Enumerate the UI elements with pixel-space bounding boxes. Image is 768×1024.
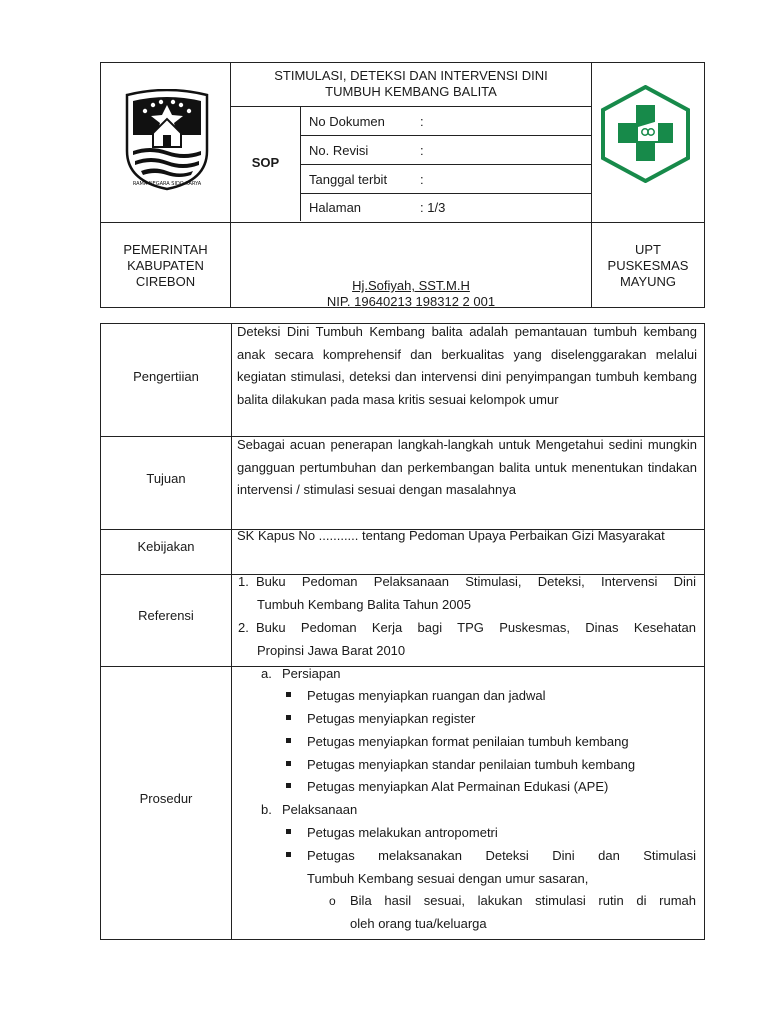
prosedur-b-item2-line2: Tumbuh Kembang sesuai dengan umur sasaran,: [307, 871, 589, 886]
field-label-no-revisi: No. Revisi: [309, 143, 369, 158]
field-label-no-dokumen: No Dokumen: [309, 114, 385, 129]
government-line3: CIREBON: [135, 274, 196, 289]
upt-line1: UPT: [635, 242, 661, 257]
prosedur-a-item: Petugas menyiapkan format penilaian tumbuh kembang: [307, 734, 629, 749]
government-label: [101, 242, 230, 290]
signatory-nip: NIP. 19640213 198312 2 001: [326, 294, 496, 309]
field-label-halaman: Halaman: [309, 200, 362, 215]
prosedur-b-title: Pelaksanaan: [282, 802, 358, 817]
government-line2: KABUPATEN: [127, 258, 204, 273]
table-column-divider: [231, 324, 232, 939]
bullet-icon: [286, 783, 291, 788]
text-tujuan: Sebagai acuan penerapan langkah-langkah untuk Mengetahui sedini mungkin gangguan pertumbuhan dan perkembangan balita untuk menentukan tindakan intervensi / stimulasi sesuai dengan masalahnya: [237, 437, 697, 498]
upt-line3: MAYUNG: [619, 274, 677, 289]
label-pengertian: Pengertiian: [133, 369, 199, 384]
prosedur-a-item: Petugas menyiapkan Alat Permainan Edukasi (APE): [307, 779, 609, 794]
puskesmas-logo: [598, 85, 693, 183]
bullet-icon: [286, 692, 291, 697]
signatory: [231, 278, 591, 310]
prosedur-b-marker: b.: [261, 802, 272, 817]
sub-bullet-icon: o: [329, 894, 336, 908]
bullet-icon: [286, 761, 291, 766]
upt-line2: PUSKESMAS: [607, 258, 689, 273]
bullet-icon: [286, 715, 291, 720]
field-value-no-dokumen: :: [420, 114, 424, 129]
referensi-item1-number: 1.: [238, 574, 249, 589]
prosedur-b-item2-line1: Petugas melaksanakan Deteksi Dini dan Stimulasi: [307, 848, 696, 863]
emblem-motto: RAMA NEGARA SIDO KARYA: [132, 181, 202, 187]
prosedur-a-item: Petugas menyiapkan standar penilaian tumbuh kembang: [307, 757, 636, 772]
sop-content-table: [100, 323, 705, 940]
label-prosedur: Prosedur: [139, 791, 193, 806]
header-divider: [300, 193, 591, 194]
bullet-icon: [286, 829, 291, 834]
sop-title-line2: TUMBUH KEMBANG BALITA: [325, 84, 497, 99]
prosedur-a-title: Persiapan: [282, 666, 341, 681]
bullet-icon: [286, 852, 291, 857]
prosedur-a-item: Petugas menyiapkan register: [307, 711, 476, 726]
label-tujuan: Tujuan: [146, 471, 186, 486]
referensi-item2-line1: Buku Pedoman Kerja bagi TPG Puskesmas, Dinas Kesehatan: [256, 620, 696, 635]
prosedur-a-item: Petugas menyiapkan ruangan dan jadwal: [307, 688, 546, 703]
prosedur-a-marker: a.: [261, 666, 272, 681]
bullet-icon: [286, 738, 291, 743]
field-value-no-revisi: :: [420, 143, 424, 158]
government-line1: PEMERINTAH: [123, 242, 208, 257]
label-referensi: Referensi: [138, 608, 194, 623]
header-divider: [300, 164, 591, 165]
field-value-halaman: : 1/3: [420, 200, 446, 215]
field-value-tanggal-terbit: :: [420, 172, 424, 187]
sop-title-line1: STIMULASI, DETEKSI DAN INTERVENSI DINI: [274, 68, 548, 83]
table-row-divider: [101, 666, 704, 667]
header-divider: [300, 135, 591, 136]
text-kebijakan: SK Kapus No ........... tentang Pedoman Upaya Perbaikan Gizi Masyarakat: [237, 528, 665, 543]
signatory-name: Hj.Sofiyah, SST.M.H: [352, 278, 470, 293]
field-label-tanggal-terbit: Tanggal terbit: [309, 172, 388, 187]
prosedur-sub-line2: oleh orang tua/keluarga: [350, 916, 487, 931]
cirebon-emblem-logo: [123, 89, 211, 193]
prosedur-b-item: Petugas melakukan antropometri: [307, 825, 498, 840]
upt-label: [592, 242, 704, 290]
referensi-item2-line2: Propinsi Jawa Barat 2010: [257, 643, 406, 658]
referensi-item1-line1: Buku Pedoman Pelaksanaan Stimulasi, Deteksi, Intervensi Dini: [256, 574, 696, 589]
sop-label: SOP: [251, 155, 280, 170]
referensi-item2-number: 2.: [238, 620, 249, 635]
prosedur-sub-line1: Bila hasil sesuai, lakukan stimulasi rutin di rumah: [350, 893, 696, 908]
text-pengertian: Deteksi Dini Tumbuh Kembang balita adalah pemantauan tumbuh kembang anak secara komprehensif dan berkualitas yang diselenggarakan melalui kegiatan stimulasi, deteksi dan intervensi dini penyimpangan tumbuh kembang balita dilakukan pada masa kritis sesuai kelompok umur: [237, 324, 697, 408]
header-divider: [231, 106, 591, 107]
header-divider: [101, 222, 704, 223]
label-kebijakan: Kebijakan: [137, 539, 195, 554]
referensi-item1-line2: Tumbuh Kembang Balita Tahun 2005: [257, 597, 471, 612]
sop-title: [231, 68, 591, 100]
sop-header: [100, 62, 705, 308]
